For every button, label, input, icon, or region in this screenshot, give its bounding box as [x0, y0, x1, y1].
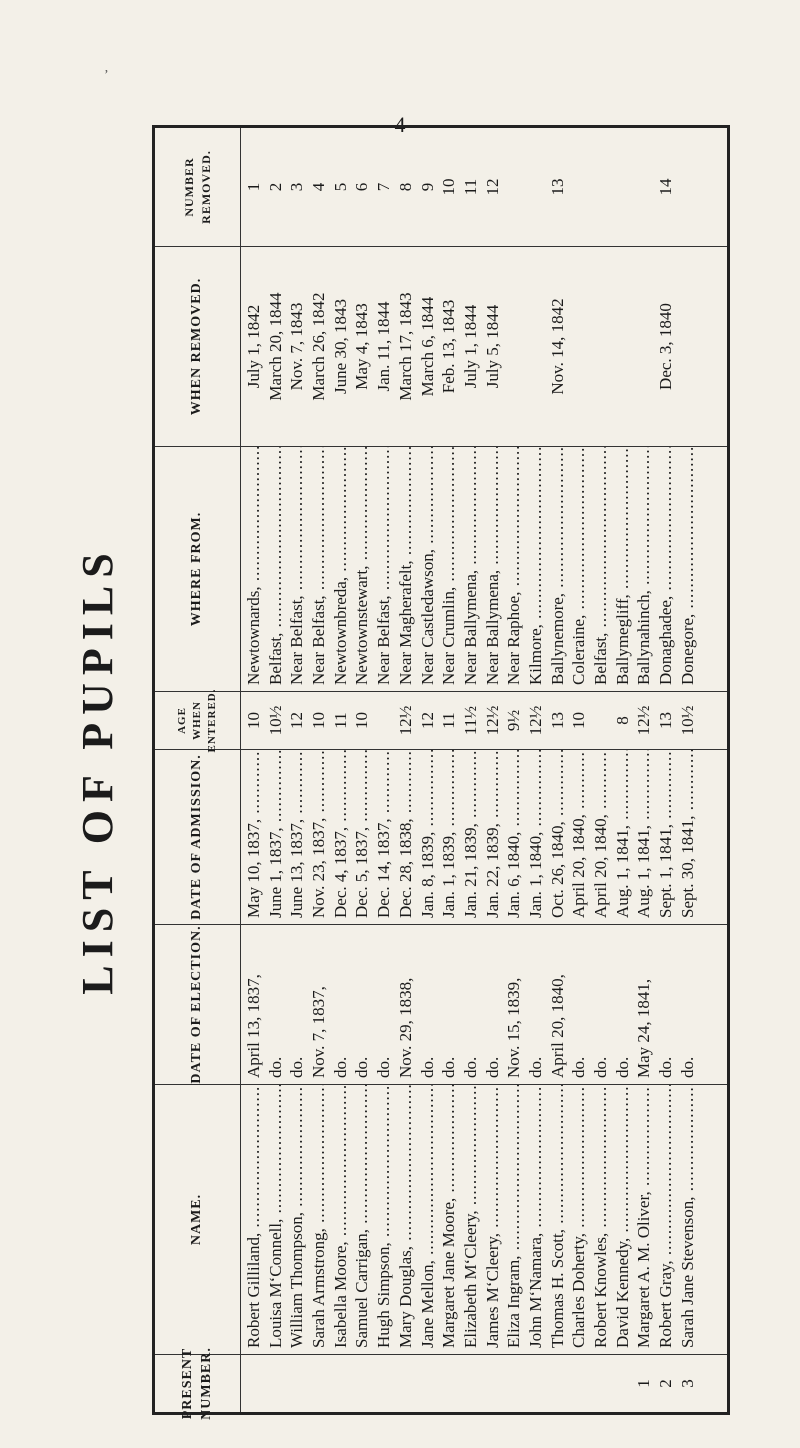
- cell-present: [460, 1355, 482, 1412]
- cell-removed-no: 5: [330, 182, 350, 192]
- cell-present: [265, 1355, 287, 1412]
- cell-from: Near Belfast, .....: [286, 447, 308, 691]
- cell-present: [308, 1355, 330, 1412]
- cell-name: Sarah Armstrong, .....: [308, 1085, 330, 1354]
- header-date-of-election: DATE OF ELECTION.: [155, 925, 241, 1084]
- pupils-table: [152, 125, 730, 1420]
- cell-name: John M‘Namara, .....: [525, 1085, 547, 1354]
- cell-age: 12½: [525, 705, 545, 736]
- cell-election: May 24, 1841,: [634, 978, 654, 1078]
- cell-present: [373, 1355, 395, 1412]
- cell-age: 10: [569, 712, 589, 729]
- cell-age: 12½: [634, 705, 654, 736]
- cell-age: 13: [547, 712, 567, 729]
- cell-from: Near Ballymena, .....: [482, 447, 504, 691]
- cell-age: 11: [439, 712, 459, 729]
- cell-election: do.: [482, 1056, 502, 1078]
- cell-removed-no: 8: [395, 182, 415, 192]
- col-age-when-entered: [155, 688, 727, 753]
- age-cells: [243, 692, 698, 749]
- cell-admission: Jan. 1, 1839, .....: [438, 750, 460, 924]
- col-date-of-admission: [155, 749, 727, 924]
- cell-present: [286, 1355, 308, 1412]
- cell-age: 8: [612, 716, 632, 725]
- cell-election: do.: [591, 1056, 610, 1078]
- cell-removed: Jan. 11, 1844: [374, 301, 394, 392]
- cell-name: Eliza Ingram, .....: [503, 1085, 525, 1354]
- col-when-removed: [155, 246, 727, 446]
- cell-name: David Kennedy, .....: [612, 1085, 634, 1354]
- cell-age: 12½: [482, 705, 502, 736]
- cell-age: 12½: [395, 705, 415, 736]
- heading-title: LIST OF PUPILS: [73, 545, 122, 995]
- cell-from: Ballynemore, .....: [547, 447, 569, 691]
- cell-admission: May 10, 1837, .....: [243, 750, 265, 924]
- cell-election: April 13, 1837,: [244, 974, 263, 1078]
- cell-election: do.: [330, 1056, 350, 1078]
- cell-admission: Sept. 30, 1841, .....: [677, 750, 699, 924]
- header-date-of-admission: DATE OF ADMISSION.: [155, 750, 241, 924]
- cell-present: [547, 1355, 569, 1412]
- cell-election: Nov. 7, 1837,: [309, 986, 329, 1078]
- cell-name: William Thompson, .....: [286, 1085, 308, 1354]
- cell-admission: Sept. 1, 1841, .....: [655, 750, 677, 924]
- cell-from: Near Castledawson, .....: [417, 447, 439, 691]
- cell-name: Hugh Simpson, .....: [373, 1085, 395, 1354]
- cell-present: [330, 1355, 352, 1412]
- cell-from: Newtownbreda, .....: [330, 447, 352, 691]
- header-when-removed: WHEN REMOVED.: [155, 247, 241, 446]
- cell-admission: Oct. 26, 1840, .....: [547, 750, 569, 924]
- cell-from: Belfast, .....: [265, 447, 287, 691]
- cell-election: do.: [460, 1056, 480, 1078]
- cell-removed: July 1, 1842: [244, 304, 263, 389]
- cell-election: do.: [374, 1056, 394, 1078]
- cell-removed: May 4, 1843: [352, 303, 372, 390]
- cell-present: [395, 1355, 417, 1412]
- cell-admission: April 20, 1840, .....: [590, 750, 612, 924]
- cell-removed: [612, 247, 634, 446]
- cell-admission: Dec. 4, 1837, .....: [330, 750, 352, 924]
- cell-removed-no: [633, 128, 655, 246]
- col-present-number: [155, 1347, 727, 1420]
- cell-removed: Nov. 14, 1842: [547, 298, 567, 395]
- cell-election: do.: [265, 1056, 285, 1078]
- when-removed-cells: [243, 247, 698, 446]
- cell-removed: [568, 247, 590, 446]
- cell-from: Kilmore, .....: [525, 447, 547, 691]
- stray-mark: ’: [104, 68, 109, 83]
- cell-admission: Jan. 1, 1840, .....: [525, 750, 547, 924]
- cell-removed: [525, 247, 547, 446]
- cell-present: [438, 1355, 460, 1412]
- cell-present: 3: [677, 1379, 697, 1388]
- cell-election: do.: [287, 1056, 307, 1078]
- cell-present: [482, 1355, 504, 1412]
- cell-admission: Jan. 8, 1839, .....: [417, 750, 439, 924]
- cell-election: do.: [656, 1056, 676, 1078]
- cell-name: Isabella Moore, .....: [330, 1085, 352, 1354]
- cell-removed-no: 12: [482, 178, 502, 196]
- cell-removed: July 1, 1844: [460, 304, 480, 389]
- cell-removed: Nov. 7, 1843: [287, 302, 307, 391]
- cell-age: 10: [244, 712, 263, 729]
- cell-from: Donegore, .....: [677, 447, 699, 691]
- cell-removed-no: 7: [374, 182, 394, 192]
- admission-cells: [243, 750, 698, 924]
- cell-present: [525, 1355, 547, 1412]
- cell-name: Samuel Carrigan, .....: [351, 1085, 373, 1354]
- cell-present: [590, 1355, 612, 1412]
- cell-present: 2: [656, 1379, 676, 1388]
- cell-removed-no: 10: [439, 178, 459, 196]
- cell-removed-no: 14: [656, 178, 676, 196]
- cell-name: Sarah Jane Stevenson, .....: [677, 1085, 699, 1354]
- cell-age: 10: [309, 712, 329, 729]
- cell-from: Near Belfast, .....: [308, 447, 330, 691]
- cell-removed-no: [568, 128, 590, 246]
- cell-age: 12: [287, 712, 307, 729]
- cell-removed: March 17, 1843: [395, 292, 415, 401]
- cell-name: Elizabeth M‘Cleery, .....: [460, 1085, 482, 1354]
- name-cells: [243, 1085, 698, 1354]
- cell-present: [243, 1355, 265, 1412]
- cell-removed: July 5, 1844: [482, 304, 502, 389]
- cell-from: Newtownards, .....: [243, 447, 265, 691]
- cell-from: Ballymegliff, .....: [612, 447, 634, 691]
- cell-age: 10: [352, 712, 372, 729]
- election-cells: [243, 925, 698, 1084]
- cell-removed: March 6, 1844: [417, 296, 437, 397]
- cell-present: [417, 1355, 439, 1412]
- page-number: 4: [394, 112, 406, 137]
- cell-admission: April 20, 1840, .....: [568, 750, 590, 924]
- cell-admission: Nov. 23, 1837, .....: [308, 750, 330, 924]
- cell-admission: June 13, 1837, .....: [286, 750, 308, 924]
- cell-removed: Feb. 13, 1843: [439, 299, 459, 394]
- cell-name: Robert Knowles, .....: [590, 1085, 612, 1354]
- cell-admission: Jan. 21, 1839, .....: [460, 750, 482, 924]
- cell-age: 13: [656, 712, 676, 729]
- cell-admission: Dec. 14, 1837, .....: [373, 750, 395, 924]
- cell-name: Robert Gilliland, .....: [243, 1085, 265, 1354]
- cell-age: [373, 692, 395, 749]
- cell-from: Near Raphoe, .....: [503, 447, 525, 691]
- cell-age: 11: [330, 712, 350, 729]
- cell-age: 11½: [460, 705, 480, 736]
- cell-removed-no: 3: [287, 182, 307, 192]
- header-number-removed: NUMBER REMOVED.: [155, 128, 241, 246]
- cell-removed: Dec. 3, 1840: [656, 303, 676, 390]
- cell-election: do.: [612, 1056, 632, 1078]
- page-heading: [70, 125, 126, 1415]
- col-where-from: [155, 446, 727, 691]
- present-number-cells: [243, 1355, 698, 1412]
- cell-age: [590, 692, 612, 749]
- cell-present: [351, 1355, 373, 1412]
- cell-age: 9½: [504, 709, 524, 732]
- cell-removed: [590, 247, 612, 446]
- cell-removed: June 30, 1843: [330, 299, 350, 394]
- cell-election: do.: [569, 1056, 589, 1078]
- cell-present: [503, 1355, 525, 1412]
- cell-removed: March 20, 1844: [265, 292, 285, 401]
- header-present-number: PRESENT NUMBER.: [155, 1355, 241, 1412]
- cell-removed: March 26, 1842: [309, 292, 329, 401]
- cell-election: Nov. 15, 1839,: [504, 977, 524, 1078]
- cell-removed-no: 4: [309, 182, 329, 192]
- cell-removed-no: 6: [352, 182, 372, 192]
- cell-admission: Jan. 22, 1839, .....: [482, 750, 504, 924]
- cell-from: Belfast, .....: [590, 447, 612, 691]
- cell-election: do.: [417, 1056, 437, 1078]
- header-name: NAME.: [155, 1085, 241, 1354]
- header-where-from: WHERE FROM.: [155, 447, 241, 691]
- cell-from: Donaghadee, .....: [655, 447, 677, 691]
- cell-removed: [633, 247, 655, 446]
- cell-admission: Dec. 5, 1837, .....: [351, 750, 373, 924]
- cell-removed-no: [612, 128, 634, 246]
- cell-from: Coleraine, .....: [568, 447, 590, 691]
- cell-removed-no: 2: [265, 182, 285, 192]
- cell-election: do.: [525, 1056, 545, 1078]
- cell-from: Near Ballymena, .....: [460, 447, 482, 691]
- cell-admission: Aug. 1, 1841, .....: [633, 750, 655, 924]
- cell-name: Louisa M‘Connell, .....: [265, 1085, 287, 1354]
- cell-name: James M‘Cleery, .....: [482, 1085, 504, 1354]
- cell-removed-no: 1: [244, 182, 263, 192]
- cell-name: Margaret Jane Moore, .....: [438, 1085, 460, 1354]
- cell-removed-no: 13: [547, 178, 567, 196]
- cell-from: Ballynahinch, .....: [633, 447, 655, 691]
- cell-name: Jane Mellon, .....: [417, 1085, 439, 1354]
- cell-name: Thomas H. Scott, .....: [547, 1085, 569, 1354]
- where-from-cells: [243, 447, 698, 691]
- cell-election: do.: [677, 1056, 697, 1078]
- cell-removed-no: [525, 128, 547, 246]
- col-number-removed: [155, 128, 727, 246]
- cell-present: 1: [634, 1379, 654, 1388]
- cell-present: [612, 1355, 634, 1412]
- number-removed-cells: [243, 128, 698, 246]
- header-age-when-entered: AGE WHEN ENTERED.: [155, 692, 241, 749]
- cell-admission: Dec. 28, 1838, .....: [395, 750, 417, 924]
- col-date-of-election: [155, 924, 727, 1084]
- cell-name: Robert Gray, .....: [655, 1085, 677, 1354]
- cell-name: Margaret A. M. Oliver, .....: [633, 1085, 655, 1354]
- cell-election: April 20, 1840,: [547, 974, 567, 1078]
- cell-from: Near Crumlin, .....: [438, 447, 460, 691]
- cell-election: Nov. 29, 1838,: [395, 977, 415, 1078]
- cell-removed: [503, 247, 525, 446]
- cell-removed-no: 11: [460, 178, 480, 196]
- rotated-table-page: [70, 125, 730, 1420]
- cell-present: [568, 1355, 590, 1412]
- cell-from: Near Magherafelt, .....: [395, 447, 417, 691]
- cell-admission: Jan. 6, 1840, .....: [503, 750, 525, 924]
- cell-election: do.: [352, 1056, 372, 1078]
- cell-removed: [677, 247, 699, 446]
- cell-age: 10½: [677, 705, 697, 736]
- cell-age: 10½: [265, 705, 285, 736]
- cell-removed-no: [503, 128, 525, 246]
- cell-election: do.: [439, 1056, 459, 1078]
- cell-from: Near Belfast, .....: [373, 447, 395, 691]
- cell-admission: Aug. 1, 1841, .....: [612, 750, 634, 924]
- cell-from: Newtownstewart, .....: [351, 447, 373, 691]
- col-name: [155, 1084, 727, 1354]
- cell-removed-no: 9: [417, 182, 437, 192]
- cell-name: Charles Doherty, .....: [568, 1085, 590, 1354]
- cell-admission: June 1, 1837, .....: [265, 750, 287, 924]
- cell-age: 12: [417, 712, 437, 729]
- cell-name: Mary Douglas, .....: [395, 1085, 417, 1354]
- cell-removed-no: [590, 128, 612, 246]
- cell-removed-no: [677, 128, 699, 246]
